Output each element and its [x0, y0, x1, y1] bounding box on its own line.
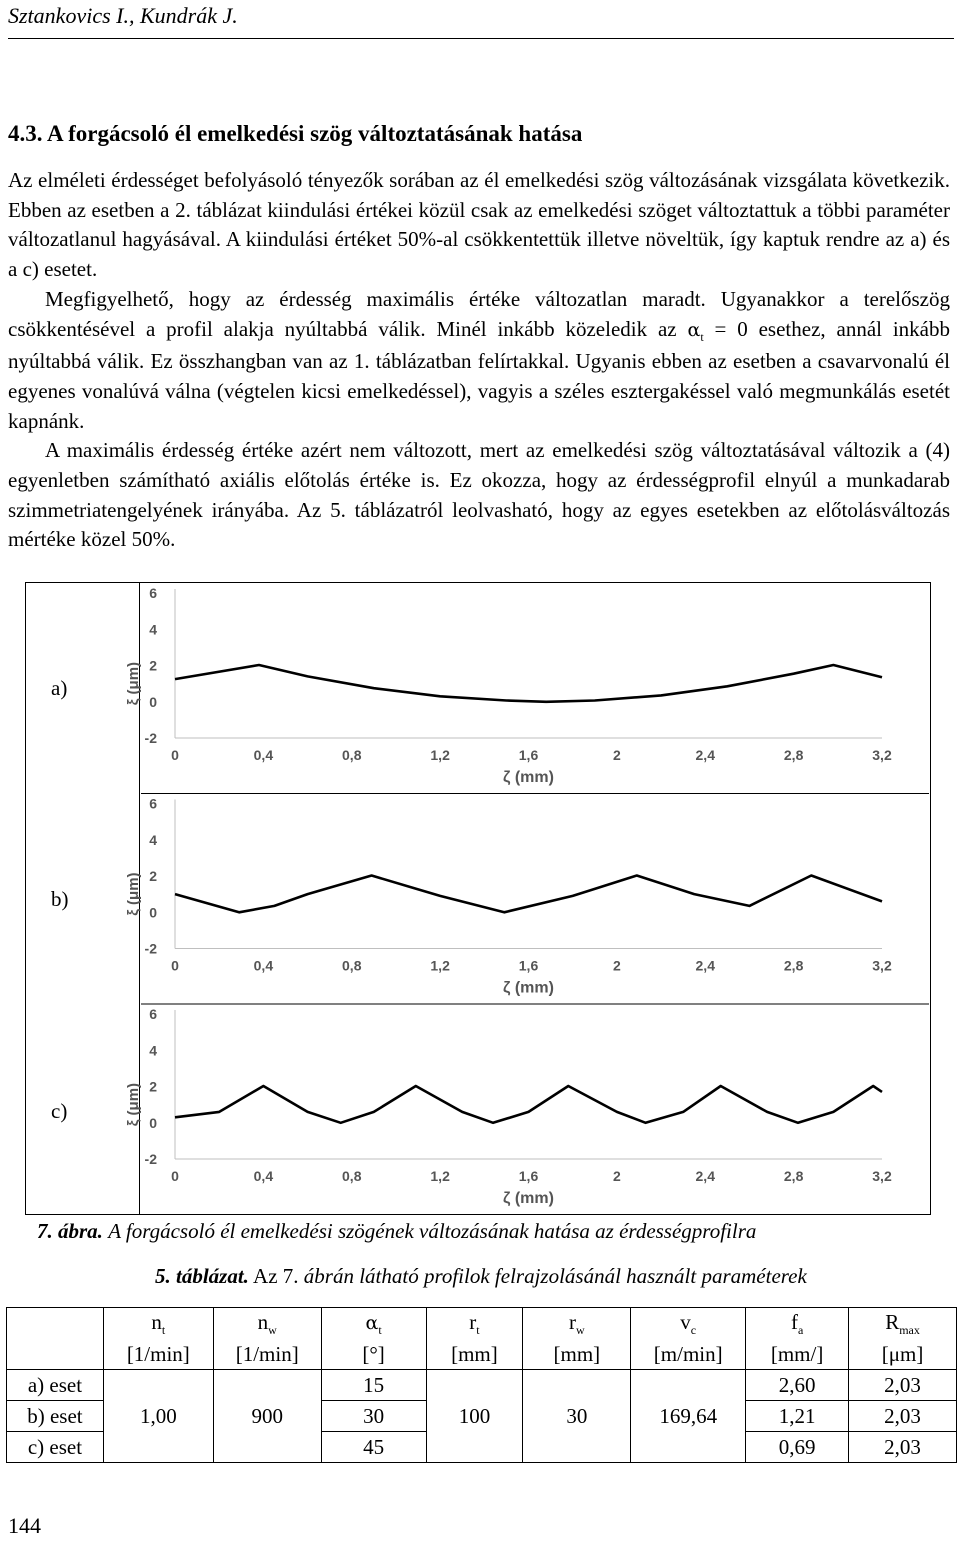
panel-label-column: [25, 582, 140, 1215]
header-nt: $n_t$ [1/min]: [103, 1308, 213, 1370]
x-tick-label: 0,4: [253, 1168, 274, 1184]
cell-alpha: 15: [321, 1370, 426, 1401]
x-tick-label: 1,2: [430, 747, 450, 763]
x-tick-label: 0,4: [253, 957, 274, 974]
x-tick-label: 0: [171, 1168, 179, 1184]
paragraph-1: Az elméleti érdességet befolyásoló tényezők sorában az él emelkedési szög változásának vizsgálata következik. Ebben az esetben a 2. táblázat kiindulási értékei közül csak az emelkedési szöget változtattuk a többi paraméter változatlanul hagyásával. A kiindulási értéket 50%-al csökkentettük illetve növeltük, így kaptuk rendre az a) és a c) esetet.: [8, 168, 950, 282]
y-tick-label: 2: [149, 657, 157, 674]
y-tick-label: 0: [149, 693, 157, 710]
y-tick-label: 4: [149, 1042, 157, 1059]
y-tick-label: 0: [149, 904, 157, 921]
x-tick-label: 1,2: [430, 1168, 450, 1184]
header-rw: $r_w$ [mm]: [523, 1308, 631, 1370]
alpha-subscript: t: [700, 329, 704, 344]
x-tick-label: 3,2: [872, 957, 892, 974]
x-tick-label: 0,4: [253, 747, 274, 763]
y-axis-title: ξ (μm): [125, 872, 142, 916]
table-header-empty: [7, 1308, 104, 1370]
x-tick-label: 2,8: [783, 957, 804, 974]
table-caption-text: ábrán látható profilok felrajzolásánál használt paraméterek: [303, 1264, 807, 1288]
cell-rmax: 2,03: [849, 1432, 957, 1463]
paragraph-2-part-b: = 0 esethez, annál inkább nyúltabbá válik. Ez összhangban van az 1. táblázatban felírtakkal. Ugyanis ebben az esetben a csavarvonalú él egyenes vonalúvá válna (végtelen kicsi emelkedéssel), vagyis a széles esztergakéssel való megmunkálás esetét kapnánk.: [8, 316, 950, 433]
header-author: Sztankovics I., Kundrák J.: [8, 3, 238, 28]
y-axis-title: ξ (μm): [125, 1082, 142, 1127]
x-tick-label: 2: [612, 957, 621, 974]
x-tick-label: 2,4: [695, 747, 715, 763]
cell-nw: 900: [213, 1370, 321, 1463]
x-tick-label: 0,8: [342, 747, 362, 763]
panel-label-a: a): [51, 676, 68, 700]
alpha-symbol: α: [687, 318, 701, 341]
y-tick-label: -2: [144, 730, 157, 746]
header-fa: $f_a$ [mm/]: [746, 1308, 849, 1370]
x-axis-title: ζ (mm): [503, 1190, 554, 1207]
x-tick-label: 1,6: [518, 957, 539, 974]
x-tick-label: 1,2: [430, 957, 450, 974]
cell-rt: 100: [426, 1370, 523, 1463]
cell-fa: 1,21: [746, 1401, 849, 1432]
x-axis-title: ζ (mm): [503, 979, 554, 997]
cell-nt: 1,00: [103, 1370, 213, 1463]
cell-alpha: 30: [321, 1401, 426, 1432]
x-tick-label: 3,2: [872, 1168, 892, 1184]
x-tick-label: 2,8: [783, 747, 804, 763]
x-axis-title: ζ (mm): [503, 769, 554, 786]
table-header-row: [7, 1308, 957, 1370]
x-tick-label: 1,6: [518, 747, 539, 763]
y-tick-label: 6: [149, 795, 157, 812]
y-tick-label: 4: [149, 621, 157, 638]
panel-label-b: b): [51, 887, 69, 911]
row-label: a) eset: [7, 1370, 104, 1401]
paragraph-3: A maximális érdesség értéke azért nem változott, mert az emelkedési szög változtatásával változik a (4) egyenletben számítható axiális előtolás értéke is. Ez okozza, hogy az érdességprofil elnyúl a munkadarab szimmetriatengelyének irányába. Az 5. táblázatról leolvasható, hogy az egyes esetekben az előtolásváltozás mértéke közel 50%.: [8, 438, 950, 552]
x-tick-label: 0,8: [342, 957, 362, 974]
figure-caption-text: A forgácsoló él emelkedési szögének változásának hatása az érdességprofilra: [108, 1219, 757, 1243]
x-tick-label: 1,6: [518, 1168, 539, 1184]
section-title: 4.3. A forgácsoló él emelkedési szög változtatásának hatása: [8, 121, 583, 146]
y-tick-label: 6: [149, 1006, 157, 1022]
y-tick-label: -2: [144, 940, 157, 957]
cell-rmax: 2,03: [849, 1370, 957, 1401]
panel-label-c: c): [51, 1099, 68, 1123]
cell-rw: 30: [523, 1370, 631, 1463]
x-tick-label: 2: [612, 1168, 621, 1184]
profile-line: [175, 876, 882, 913]
cell-fa: 2,60: [746, 1370, 849, 1401]
x-tick-label: 2,8: [783, 1168, 804, 1184]
y-axis-title: ξ (μm): [125, 661, 142, 706]
table-caption-number: 5. táblázat.: [155, 1264, 249, 1288]
table-row: [7, 1370, 957, 1401]
cell-vc: 169,64: [631, 1370, 746, 1463]
row-label: b) eset: [7, 1401, 104, 1432]
table-caption: [155, 1264, 807, 1289]
parameter-table: [6, 1307, 957, 1463]
header-divider: [8, 38, 954, 39]
x-tick-label: 2,4: [695, 1168, 715, 1184]
y-tick-label: 4: [149, 831, 157, 848]
cell-fa: 0,69: [746, 1432, 849, 1463]
table-caption-prefix: Az 7.: [253, 1264, 299, 1288]
profile-plots: [125, 583, 929, 1214]
profile-line: [175, 1086, 882, 1123]
profile-line: [175, 665, 882, 702]
x-tick-label: 2: [612, 747, 621, 763]
x-tick-label: 0: [171, 747, 179, 763]
y-tick-label: 2: [149, 1078, 157, 1095]
page-number: 144: [8, 1513, 41, 1538]
body-text: [8, 166, 950, 555]
paragraph-2-part-a: Megfigyelhető, hogy az érdesség maximális értéke változatlan maradt. Ugyanakkor a terelőszög csökkentésével a profil alakja nyúltabbá válik. Minél inkább közeledik az: [8, 286, 950, 341]
x-tick-label: 3,2: [872, 747, 892, 763]
cell-alpha: 45: [321, 1432, 426, 1463]
header-alpha: $\alpha_t$ [°]: [321, 1308, 426, 1370]
paragraph-2: [8, 285, 950, 437]
x-tick-label: 2,4: [695, 957, 715, 974]
y-tick-label: 6: [149, 585, 157, 601]
x-tick-label: 0,8: [342, 1168, 362, 1184]
cell-rmax: 2,03: [849, 1401, 957, 1432]
header-rt: $r_t$ [mm]: [426, 1308, 523, 1370]
y-tick-label: 2: [149, 868, 157, 884]
x-tick-label: 0: [171, 957, 179, 974]
y-tick-label: -2: [144, 1151, 157, 1167]
y-tick-label: 0: [149, 1114, 157, 1131]
figure-caption: [37, 1219, 756, 1244]
figure-caption-number: 7. ábra.: [37, 1219, 103, 1243]
header-nw: $n_w$ [1/min]: [213, 1308, 321, 1370]
header-vc: $v_c$ [m/min]: [631, 1308, 746, 1370]
header-rmax: $R_{max}$ [μm]: [849, 1308, 957, 1370]
row-label: c) eset: [7, 1432, 104, 1463]
